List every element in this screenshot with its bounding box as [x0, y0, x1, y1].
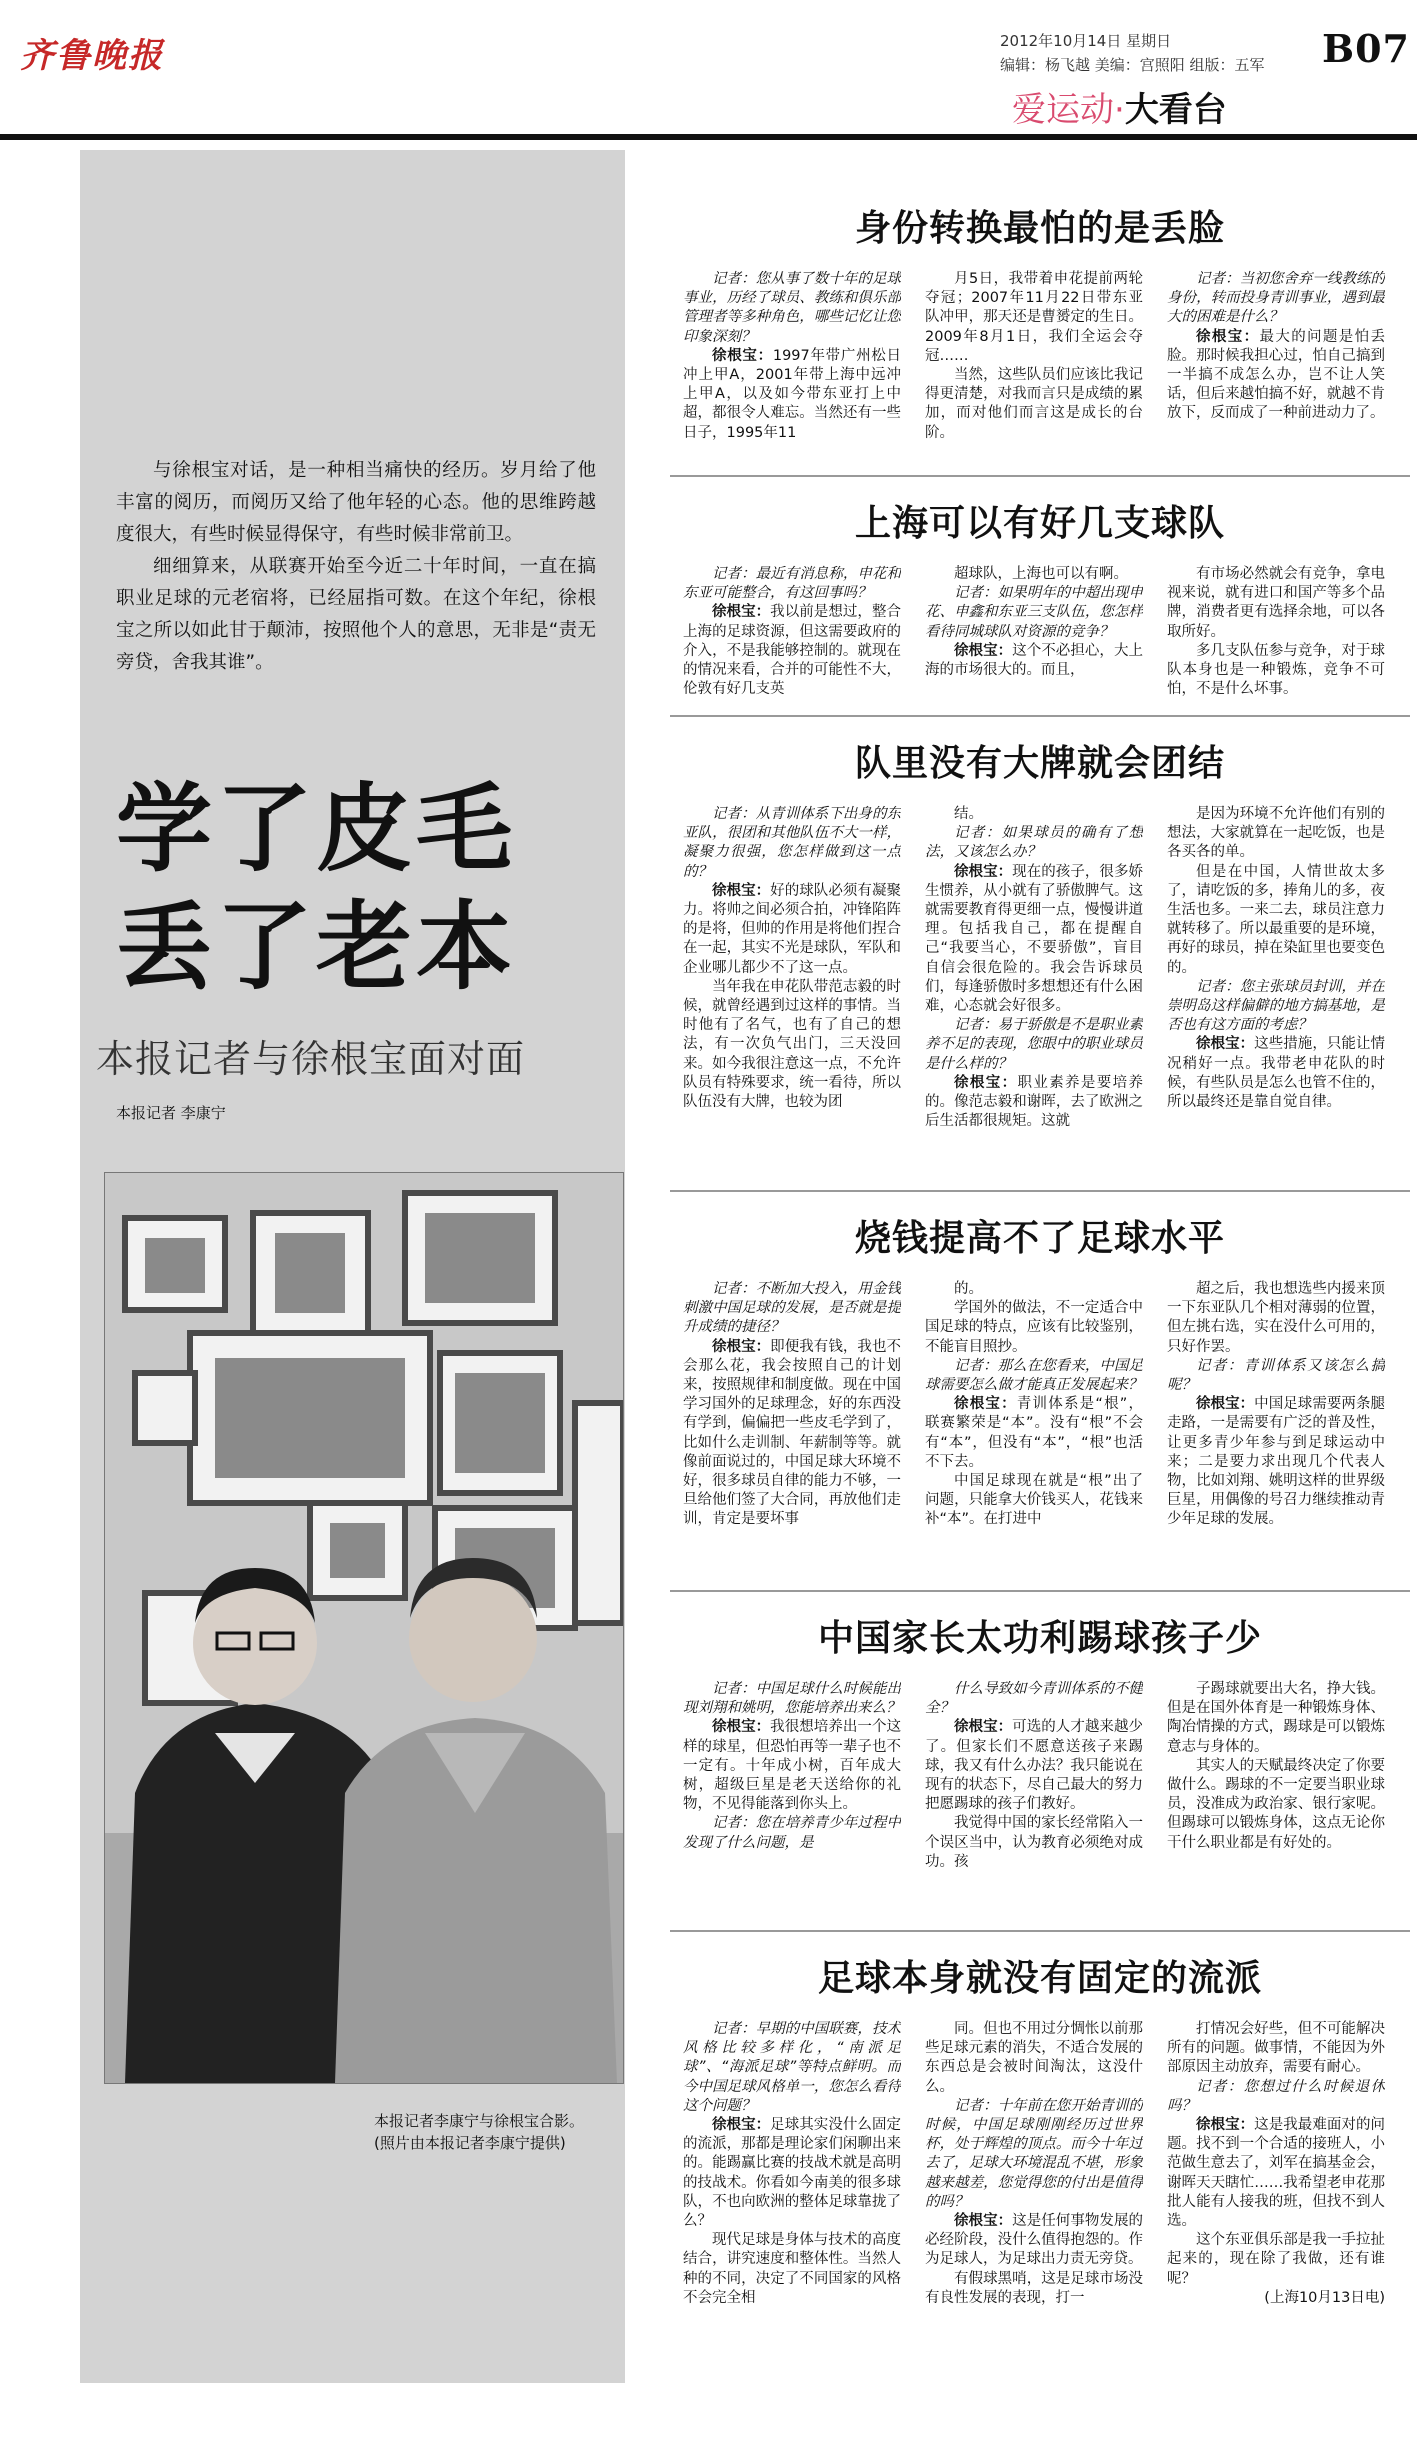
- reporter-question: 记者：如果球员的确有了想法，又该怎么办？: [925, 825, 1143, 861]
- article-title: 中国家长太功利踢球孩子少: [817, 1618, 1262, 1659]
- answer-text: 我很想培养出一个这样的球星，但恐怕再等一辈子也不一定有。十年成小树，百年成大树，超级巨星是老天送给你的礼物，不见得能落到你头上。: [683, 1719, 901, 1813]
- reporter-question: 记者：当初您舍弃一线教练的身份，转而投身青训事业，遇到最大的困难是什么？: [1167, 271, 1385, 326]
- body-paragraph: 当然，这些队员们应该比我记得更清楚，对我而言只是成绩的累加，而对他们而言这是成长的台阶。: [925, 367, 1143, 441]
- body-paragraph: 现代足球是身体与技术的高度结合，讲究速度和整体性。当然人种的不同，决定了不同国家的风格不会完全相: [683, 2232, 901, 2306]
- body-paragraph: 这个东亚俱乐部是我一手拉扯起来的，现在除了我做，还有谁呢？: [1167, 2232, 1385, 2287]
- reporter-question: 记者：最近有消息称，申花和东亚可能整合，有这回事吗？: [683, 566, 901, 602]
- article-column: [683, 1280, 901, 1630]
- byline: 本报记者 李康宁: [116, 1104, 226, 1122]
- header-rule: [0, 134, 1417, 140]
- body-paragraph: 子踢球就要出大名，挣大钱。但是在国外体育是一种锻炼身体、陶冶情操的方式，踢球是可以锻炼意志与身体的。: [1167, 1681, 1385, 1755]
- reporter-question: 记者：您想过什么时候退休吗？: [1167, 2078, 1385, 2114]
- interviewee-answer: [683, 347, 901, 443]
- speaker-label: 徐根宝：: [712, 2117, 771, 2134]
- speaker-label: 徐根宝：: [954, 1074, 1018, 1091]
- photo-caption-line: (照片由本报记者李康宁提供): [374, 2134, 566, 2152]
- interviewee-answer: [683, 603, 901, 699]
- photo-caption: [374, 2110, 620, 2154]
- body-paragraph: 月5日，我带着申花提前两轮夺冠；2007年11月22日带东亚队冲甲，那天还是曹赟定的生日。2009年8月1日，我们全运会夺冠……: [925, 271, 1143, 364]
- reporter-question: 记者：您主张球员封训，并在崇明岛这样偏僻的地方搞基地，是否也有这方面的考虑？: [1167, 978, 1385, 1034]
- intro-paragraph: 与徐根宝对话，是一种相当痛快的经历。岁月给了他丰富的阅历，而阅历又给了他年轻的心态。他的思维跨越度很大，有些时候显得保守，有些时候非常前卫。: [116, 460, 596, 545]
- interviewee-answer: [925, 1395, 1143, 1472]
- speaker-label: 徐根宝：: [1196, 328, 1260, 345]
- speaker-label: 徐根宝：: [954, 2213, 1013, 2230]
- body-paragraph: 中国足球现在就是“根”出了问题，只能拿大价钱买人，花钱来补“本”。在打进中: [925, 1473, 1143, 1528]
- reporter-question: 什么导致如今青训体系的不健全？: [925, 1681, 1143, 1717]
- intro-text: [116, 455, 596, 679]
- article-title: 队里没有大牌就会团结: [854, 743, 1225, 784]
- body-paragraph: 有假球黑哨，这是足球市场没有良性发展的表现，打一: [925, 2270, 1143, 2306]
- speaker-label: 徐根宝：: [712, 882, 771, 899]
- body-paragraph: 当年我在申花队带范志毅的时候，就曾经遇到过这样的事情。当时他有了名气，也有了自己的想法，有一次负气出门，三天没回来。如今我很注意这一点，不允许队员有特殊要求，统一看待，所以队伍没有大牌，也较为团: [683, 978, 901, 1111]
- interviewee-answer: [1167, 2116, 1385, 2231]
- interviewee-answer: [1167, 328, 1385, 424]
- speaker-label: 徐根宝：: [954, 1396, 1017, 1413]
- interviewee-answer: [925, 2212, 1143, 2270]
- reporter-question: 记者：从青训体系下出身的东亚队，很团和其他队伍不大一样，凝聚力很强，您怎样做到这一点的？: [683, 806, 901, 880]
- interviewee-answer: [683, 1338, 901, 1530]
- article-divider: [670, 1190, 1410, 1192]
- article-column: [1167, 270, 1385, 525]
- reporter-question: 记者：您从事了数十年的足球事业，历经了球员、教练和俱乐部管理者等多种角色，哪些记忆让您印象深刻？: [683, 271, 901, 345]
- interviewee-answer: [1167, 1395, 1385, 1529]
- interviewee-answer: [925, 1074, 1143, 1132]
- body-paragraph: 我觉得中国的家长经常陷入一个误区当中，认为教育必须绝对成功。孩: [925, 1815, 1143, 1870]
- newspaper-masthead: 齐鲁晚报: [20, 36, 164, 76]
- article-divider: [670, 715, 1410, 717]
- reporter-question: 记者：十年前在您开始青训的时候，中国足球刚刚经历过世界杯，处于辉煌的顶点。而今十年过去了，足球大环境混乱不堪，形象越来越差，您觉得您的付出是值得的吗？: [925, 2097, 1143, 2210]
- reporter-question: 记者：中国足球什么时候能出现刘翔和姚明，您能培养出来么？: [683, 1681, 901, 1717]
- answer-text: 中国足球需要两条腿走路，一是需要有广泛的普及性，让更多青少年参与到足球运动中来；二是要力求出现几个代表人物，比如刘翔、姚明这样的世界级巨星，用偶像的号召力继续推动青少年足球的发展。: [1167, 1396, 1385, 1528]
- answer-text: 最大的问题是怕丢脸。那时候我担心过，怕自己搞到一半搞不成怎么办，岂不让人笑话，但后来越怕搞不好，就越不肯放下，反而成了一种前进动力了。: [1167, 328, 1385, 422]
- article-column: [925, 270, 1143, 525]
- page-number: B07: [1322, 26, 1410, 71]
- issue-date: 2012年10月14日 星期日: [1000, 32, 1172, 50]
- answer-text: 这是我最难面对的问题。找不到一个合适的接班人，小范做生意去了，刘军在搞基金会，谢晖天天瞎忙……我希望老申花那批人能有人接我的班，但找不到人选。: [1167, 2117, 1385, 2230]
- answer-text: 可选的人才越来越少了。但家长们不愿意送孩子来踢球，我又有什么办法？我只能说在现有的状态下，尽自己最大的努力把愿踢球的孩子们教好。: [925, 1719, 1143, 1813]
- section-title-part1: 爱运动: [1012, 90, 1114, 130]
- answer-text: 1997年带广州松日冲上甲A，2001年带上海中远冲上甲A，以及如今带东亚打上中超，都很令人难忘。当然还有一些日子，1995年11: [683, 347, 901, 441]
- main-headline-line: 丢了老本: [116, 891, 516, 1003]
- article-divider: [670, 1590, 1410, 1592]
- article-column: [925, 1280, 1143, 1630]
- main-headline-line: 学了皮毛: [116, 773, 516, 885]
- article-title: 足球本身就没有固定的流派: [817, 1958, 1262, 1999]
- article-divider: [670, 475, 1410, 477]
- article-column: [683, 805, 901, 1245]
- reporter-question: 记者：那么在您看来，中国足球需要怎么做才能真正发展起来？: [925, 1357, 1143, 1394]
- article-column: [1167, 1280, 1385, 1630]
- section-title-part2: 大看台: [1124, 90, 1227, 130]
- article-title: 烧钱提高不了足球水平: [854, 1218, 1225, 1259]
- speaker-label: 徐根宝：: [954, 863, 1013, 880]
- interviewee-answer: [683, 2116, 901, 2231]
- speaker-label: 徐根宝：: [1196, 1036, 1255, 1053]
- article-column: [683, 270, 901, 525]
- answer-text: 现在的孩子，很多娇生惯养，从小就有了骄傲脾气。这就需要教育得更细一点，慢慢讲道理。包括我自己，都在提醒自己“我要当心，不要骄傲”，盲目自信会很危险的。我会告诉球员们，每逢骄傲时多想想还有什么困难，心态就会好很多。: [925, 863, 1143, 1015]
- answer-text: 足球其实没什么固定的流派，那都是理论家们闲聊出来的。能踢赢比赛的技战术就是高明的技战术。你看如今南美的很多球队，不也向欧洲的整体足球靠拢了么？: [683, 2117, 901, 2230]
- reporter-question: 记者：早期的中国联赛，技术风格比较多样化，“南派足球”、“海派足球”等特点鲜明。而今中国足球风格单一，您怎么看待这个问题？: [683, 2021, 901, 2114]
- speaker-label: 徐根宝：: [954, 1719, 1013, 1736]
- body-paragraph: 打情况会好些，但不可能解决所有的问题。做事情，不能因为外部原因主动放弃，需要有耐心。: [1167, 2021, 1385, 2076]
- subheadline: 本报记者与徐根宝面对面: [96, 1037, 526, 1081]
- interviewee-answer: [683, 1718, 901, 1814]
- speaker-label: 徐根宝：: [712, 604, 771, 621]
- answer-text: 青训体系是“根”，联赛繁荣是“本”。没有“根”不会有“本”，但没有“本”，“根”也活不下去。: [925, 1396, 1143, 1470]
- dateline: (上海10月13日电): [1264, 2289, 1385, 2306]
- speaker-label: 徐根宝：: [712, 1338, 771, 1355]
- body-paragraph: 超球队，上海也可以有啊。: [954, 566, 1128, 582]
- body-paragraph: 是因为环境不允许他们有别的想法，大家就算在一起吃饭，也是各买各的单。: [1167, 806, 1385, 861]
- interviewee-answer: [925, 1718, 1143, 1814]
- answer-text: 这些措施，只能让情况稍好一点。我带老申花队的时候，有些队员是怎么也管不住的，所以最终还是靠自觉自律。: [1167, 1036, 1385, 1111]
- interview-photo: [104, 1172, 624, 2084]
- article-column: [1167, 805, 1385, 1245]
- article-column: [925, 1680, 1143, 1980]
- answer-text: 这个不必担心，大上海的市场很大的。而且，: [925, 642, 1143, 679]
- article-title: 身份转换最怕的是丢脸: [854, 208, 1225, 249]
- interviewee-answer: [683, 882, 901, 978]
- body-paragraph: 学国外的做法，不一定适合中国足球的特点，应该有比较鉴别，不能盲目照抄。: [925, 1300, 1143, 1355]
- intro-paragraph: 细细算来，从联赛开始至今近二十年时间，一直在搞职业足球的元老宿将，已经屈指可数。在这个年纪，徐根宝之所以如此甘于颠沛，按照他个人的意思，无非是“责无旁贷，舍我其谁”。: [116, 556, 596, 673]
- interviewee-answer: [1167, 1035, 1385, 1112]
- body-paragraph: 有市场必然就会有竞争，拿电视来说，就有进口和国产等多个品牌，消费者更有选择余地，可以各取所好。: [1167, 566, 1385, 640]
- body-paragraph: 其实人的天赋最终决定了你要做什么。踢球的不一定要当职业球员，没准成为政治家、银行家呢。但踢球可以锻炼身体，这点无论你干什么职业都是有好处的。: [1167, 1757, 1385, 1851]
- photo-caption-line: 本报记者李康宁与徐根宝合影。: [374, 2112, 585, 2130]
- body-paragraph: 多几支队伍参与竞争，对于球队本身也是一种锻炼，竞争不可怕，不是什么坏事。: [1167, 642, 1385, 698]
- interview-photo-illustration: [105, 1173, 623, 2083]
- body-paragraph: 同。但也不用过分惆怅以前那些足球元素的消失，不适合发展的东西总是会被时间淘汰，这没什么。: [925, 2021, 1143, 2095]
- speaker-label: 徐根宝：: [1196, 1396, 1255, 1413]
- reporter-question: 记者：您在培养青少年过程中发现了什么问题，是: [683, 1815, 901, 1851]
- article-column: [925, 2020, 1143, 2440]
- article-column: [1167, 1680, 1385, 1980]
- speaker-label: 徐根宝：: [712, 347, 773, 364]
- body-paragraph: 的。: [954, 1281, 983, 1297]
- article-divider: [670, 1930, 1410, 1932]
- body-paragraph: 超之后，我也想选些内援来顶一下东亚队几个相对薄弱的位置，但左挑右选，实在没什么可用的，只好作罢。: [1167, 1281, 1385, 1355]
- answer-text: 这是任何事物发展的必经阶段，没什么值得抱怨的。作为足球人，为足球出力责无旁贷。: [925, 2213, 1143, 2268]
- article-column: [1167, 2020, 1385, 2440]
- body-paragraph: 结。: [954, 806, 983, 822]
- answer-text: 我以前是想过，整合上海的足球资源，但这需要政府的介入，不是我能够控制的。就现在的情况来看，合并的可能性不大，伦敦有好几支英: [683, 604, 901, 698]
- speaker-label: 徐根宝：: [1196, 2117, 1255, 2134]
- reporter-question: 记者：青训体系又该怎么搞呢？: [1167, 1357, 1385, 1394]
- answer-text: 职业素养是要培养的。像范志毅和谢晖，去了欧洲之后生活都很规矩。这就: [925, 1074, 1143, 1130]
- answer-text: 好的球队必须有凝聚力。将帅之间必须合拍，冲锋陷阵的是将，但帅的作用是将他们捏合在一起，其实不光是球队，军队和企业哪儿都少不了这一点。: [683, 882, 901, 976]
- body-paragraph: 但是在中国，人情世故太多了，请吃饭的多，捧角儿的多，夜生活也多。一来二去，球员注意力就转移了。所以最重要的是环境，再好的球员，掉在染缸里也要变色的。: [1167, 863, 1385, 976]
- reporter-question: 记者：不断加大投入，用金钱刺激中国足球的发展，是否就是提升成绩的捷径？: [683, 1281, 901, 1336]
- editor-credits: 编辑：杨飞越 美编：宫照阳 组版：五军: [1000, 56, 1265, 74]
- speaker-label: 徐根宝：: [712, 1719, 771, 1736]
- article-column: [925, 805, 1143, 1245]
- article-title: 上海可以有好几支球队: [854, 503, 1225, 544]
- article-column: [683, 2020, 901, 2440]
- speaker-label: 徐根宝：: [954, 642, 1013, 659]
- answer-text: 即便我有钱，我也不会那么花，我会按照自己的计划来，按照规律和制度做。现在中国学习国外的足球理念，好的东西没有学到，偏偏把一些皮毛学到了，比如什么走训制、年薪制等等。就像前面说过的，中国足球大环境不好，很多球员自律的能力不够，一旦给他们签了大合同，再放他们走训，肯定是要坏事: [683, 1338, 901, 1528]
- article-column: [683, 1680, 901, 1980]
- interviewee-answer: [925, 642, 1143, 680]
- main-headline: [116, 770, 516, 1006]
- reporter-question: 记者：易于骄傲是不是职业素养不足的表现，您眼中的职业球员是什么样的？: [925, 1017, 1143, 1072]
- section-title-dot: ·: [1114, 90, 1125, 130]
- section-title: [1012, 82, 1227, 131]
- reporter-question: 记者：如果明年的中超出现申花、申鑫和东亚三支队伍，您怎样看待同城球队对资源的竞争？: [925, 585, 1143, 640]
- interviewee-answer: [925, 863, 1143, 1017]
